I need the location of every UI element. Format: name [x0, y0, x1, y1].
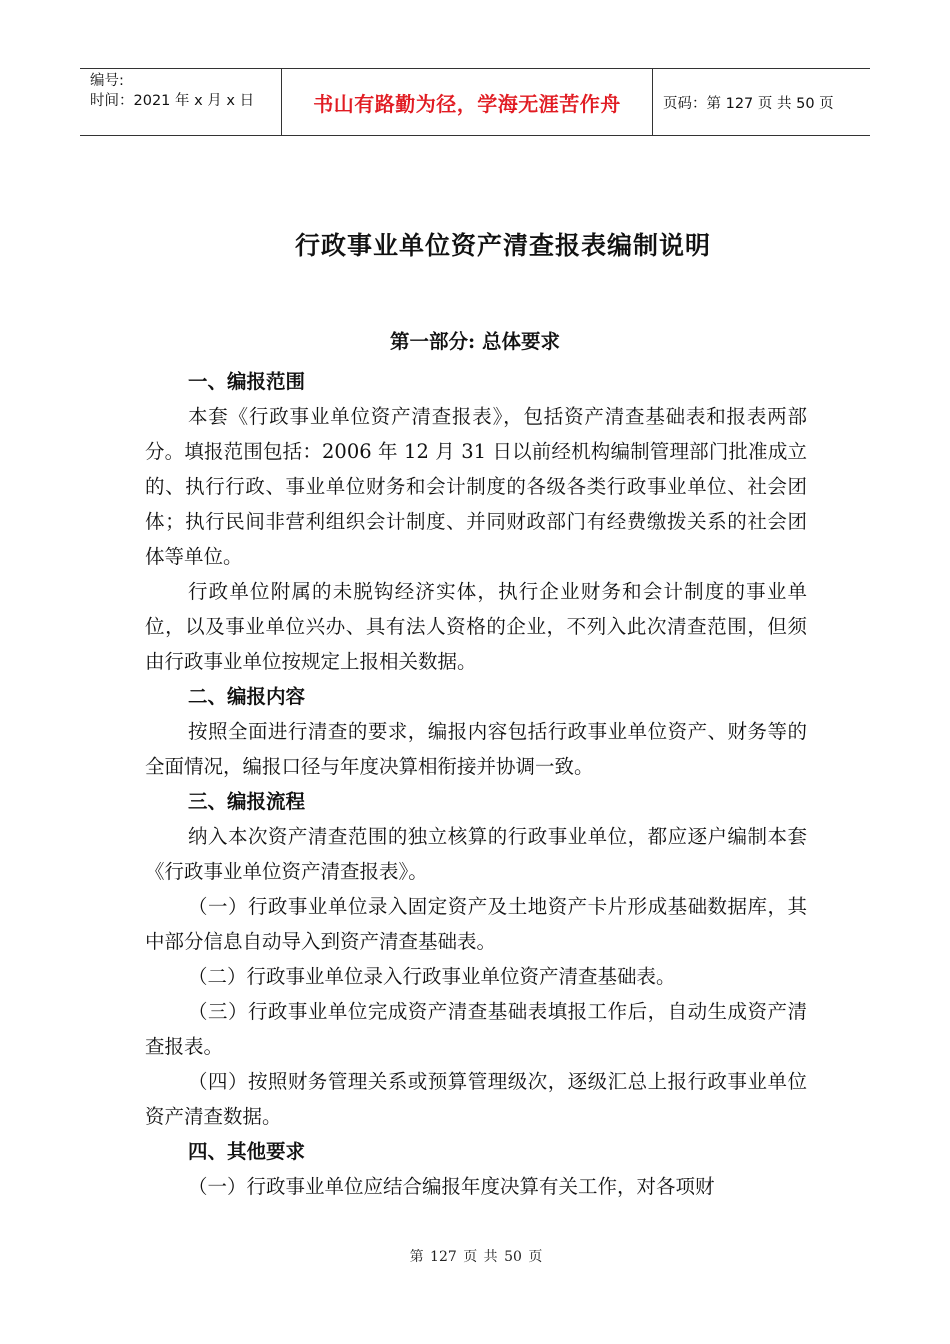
- part-title: 第一部分: 总体要求: [390, 330, 560, 353]
- section-heading: 二、编报内容: [188, 685, 306, 708]
- section-heading: 三、编报流程: [188, 790, 306, 813]
- paragraph: 按照全面进行清查的要求，编报内容包括行政事业单位资产、财务等的全面情况，编报口径与年度决算相衔接并协调一致。: [145, 720, 807, 778]
- paragraph: 本套《行政事业单位资产清查报表》，包括资产清查基础表和报表两部分。填报范围包括：2006 年 12 月 31 日以前经机构编制管理部门批准成立的、执行行政、事业单位财务和会计制度的各级各类行政事业单位、社会团体；执行民间非营利组织会计制度、并同财政部门有经费缴拨关系的社会团体等单位。: [145, 405, 807, 568]
- document-title: 行政事业单位资产清查报表编制说明: [294, 231, 711, 260]
- paragraph: （二）行政事业单位录入行政事业单位资产清查基础表。: [188, 965, 676, 988]
- header-page-info: 页码：第 127 页 共 50 页: [663, 95, 834, 112]
- paragraph: （四）按照财务管理关系或预算管理级次，逐级汇总上报行政事业单位资产清查数据。: [145, 1070, 807, 1128]
- page-header: [80, 68, 870, 136]
- document-body: [145, 364, 807, 1204]
- section-heading: 一、编报范围: [188, 370, 306, 393]
- document-date-label: 时间：2021 年 x 月 x 日: [90, 93, 255, 109]
- header-meta: [80, 69, 281, 135]
- document-number-label: 编号:: [90, 73, 124, 89]
- header-slogan: 书山有路勤为径，学海无涯苦作舟: [281, 69, 653, 135]
- paragraph: （三）行政事业单位完成资产清查基础表填报工作后，自动生成资产清查报表。: [145, 1000, 807, 1058]
- paragraph: 纳入本次资产清查范围的独立核算的行政事业单位，都应逐户编制本套《行政事业单位资产清查报表》。: [145, 825, 807, 883]
- paragraph: （一）行政事业单位应结合编报年度决算有关工作，对各项财: [188, 1175, 715, 1198]
- section-heading: 四、其他要求: [188, 1140, 306, 1163]
- paragraph: （一）行政事业单位录入固定资产及土地资产卡片形成基础数据库，其中部分信息自动导入到资产清查基础表。: [145, 895, 807, 953]
- paragraph: 行政单位附属的未脱钩经济实体，执行企业财务和会计制度的事业单位，以及事业单位兴办、具有法人资格的企业，不列入此次清查范围，但须由行政事业单位按规定上报相关数据。: [145, 580, 807, 673]
- page-footer: 第 127 页 共 50 页: [409, 1249, 543, 1265]
